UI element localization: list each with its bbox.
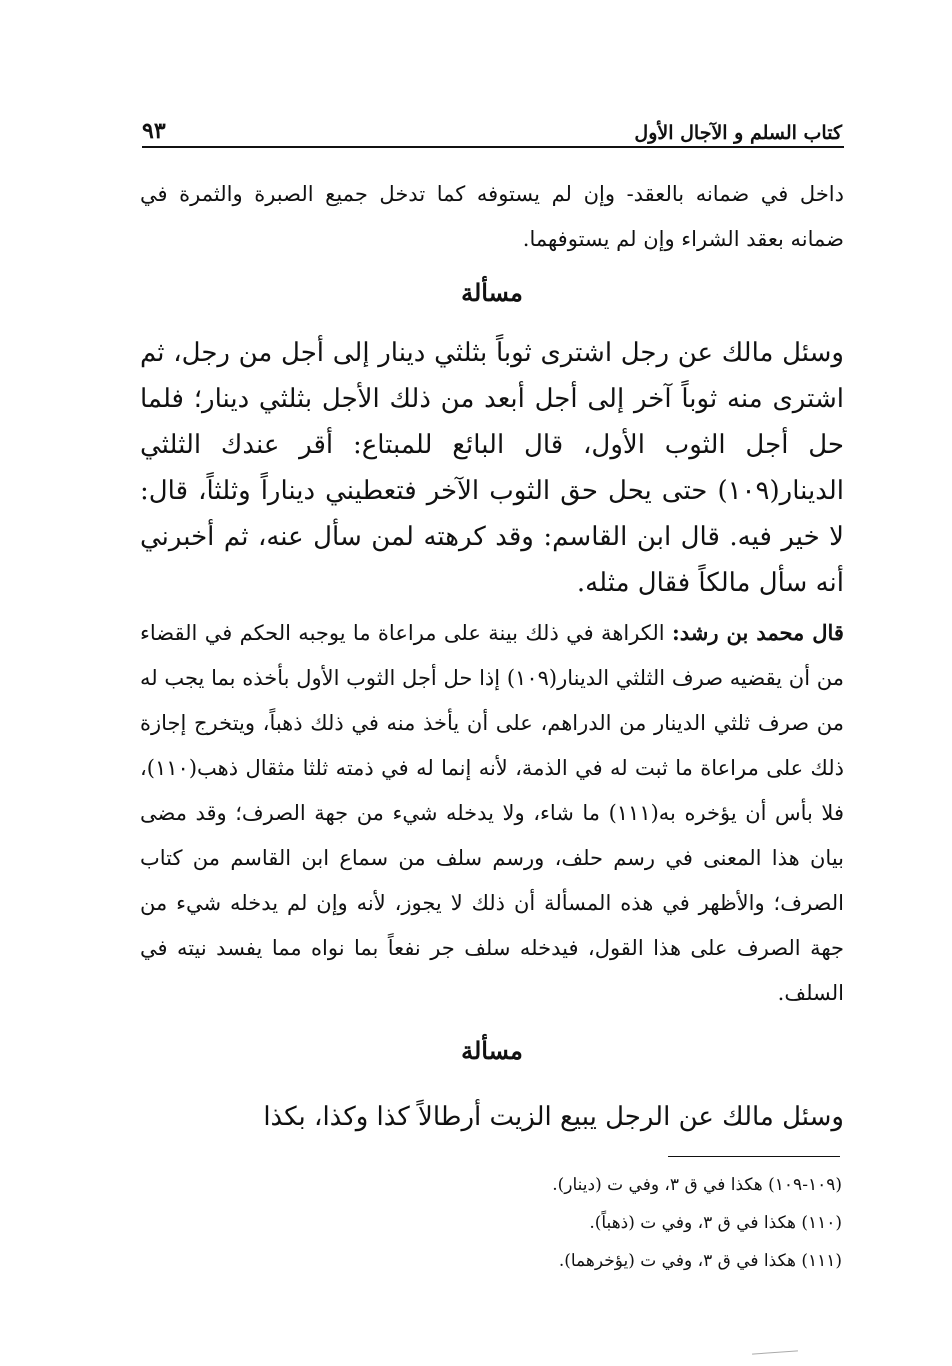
page-number: ٩٣: [142, 118, 166, 144]
commentary-paragraph: [140, 610, 844, 1016]
header-rule: [142, 146, 844, 148]
commentary-label: قال محمد بن رشد:: [672, 620, 844, 645]
question-paragraph: وسئل مالك عن الرجل يبيع الزيت أرطالاً كذا وكذا، بكذا: [263, 1102, 844, 1132]
scan-mark: [752, 1350, 798, 1354]
footnote: (١١١) هكذا في ق ٣، وفي ت (يؤخرهما).: [558, 1251, 842, 1271]
footnote: (١٠٩-١٠٩) هكذا في ق ٣، وفي ت (دينار).: [552, 1175, 842, 1195]
running-title: كتاب السلم و الآجال الأول: [634, 122, 842, 144]
section-heading: مسألة: [461, 1036, 523, 1065]
commentary-text: الكراهة في ذلك بينة على مراعاة ما يوجبه الحكم في القضاء من أن يقضيه صرف الثلثي الدينار(١٠٩) إذا حل أجل الثوب الأول بأخذه بما يجب له من صرف ثلثي الدينار من الدراهم، على أن يأخذ منه في ذلك ذهباً، ويتخرج إجازة ذلك على مراعاة ما ثبت له في الذمة، لأنه إنما له في ذمته ثلثا مثقال ذهب(١١٠)، فلا بأس أن يؤخره به(١١١) ما شاء، ولا يدخله شيء من جهة الصرف؛ وقد مضى بيان هذا المعنى في رسم حلف، ورسم سلف من سماع ابن القاسم من كتاب الصرف؛ والأظهر في هذه المسألة أن ذلك لا يجوز، لأنه وإن لم يدخله شيء من جهة الصرف على هذا القول، فيدخله سلف جر نفعاً بما نواه مما يفسد نيته في السلف.: [140, 621, 845, 1005]
footnotes: [300, 1166, 842, 1280]
section-heading: مسألة: [461, 278, 523, 307]
question-paragraph: وسئل مالك عن رجل اشترى ثوباً بثلثي دينار إلى أجل من رجل، ثم اشترى منه ثوباً آخر إلى أجل أبعد من ذلك الأجل بثلثي دينار؛ فلما حل أجل الثوب الأول، قال البائع للمبتاع: أقر عندك الثلثي الدينار(١٠٩) حتى يحل حق الثوب الآخر فتعطيني ديناراً وثلثاً، قال: لا خير فيه. قال ابن القاسم: وقد كرهته لمن سأل عنه، ثم أخبرني أنه سأل مالكاً فقال مثله.: [140, 338, 844, 598]
footnote: (١١٠) هكذا في ق ٣، وفي ت (ذهباً).: [589, 1213, 842, 1233]
page-header: [142, 108, 842, 144]
footnote-rule: [668, 1156, 840, 1157]
intro-paragraph: داخل في ضمانه بالعقد- وإن لم يستوفه كما تدخل جميع الصبرة والثمرة في ضمانه بعقد الشراء وإن لم يستوفهما.: [140, 182, 844, 251]
